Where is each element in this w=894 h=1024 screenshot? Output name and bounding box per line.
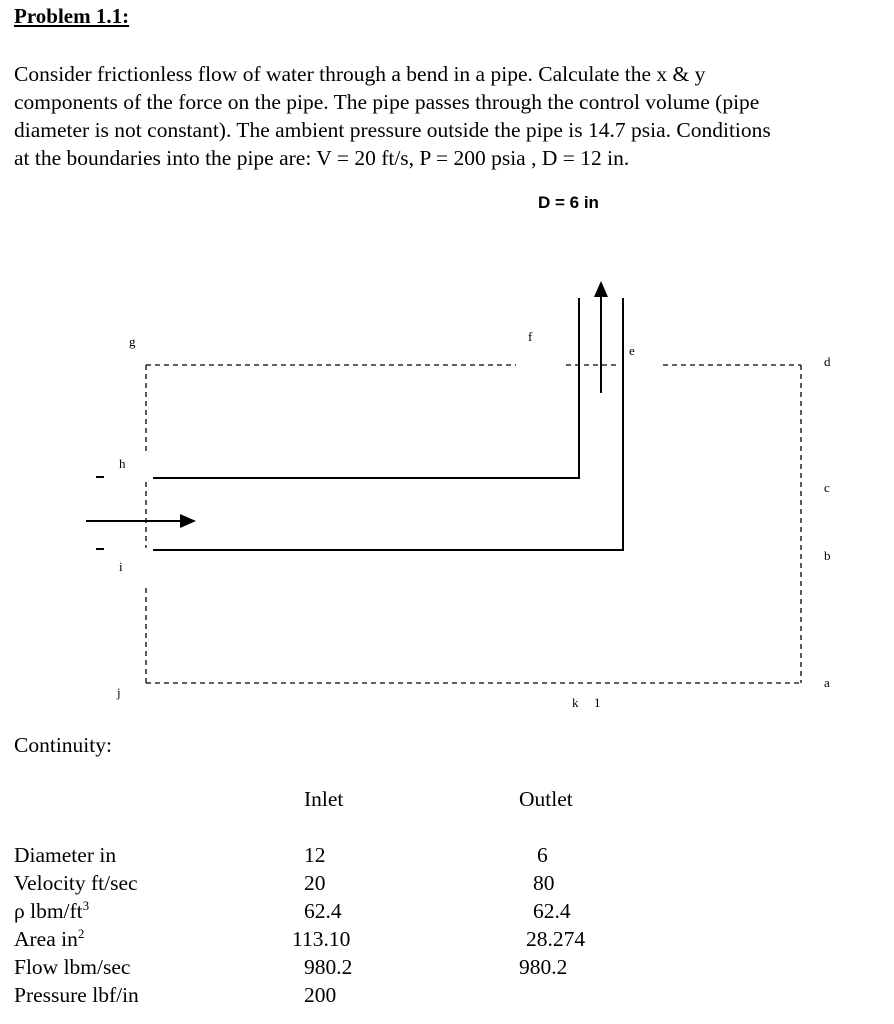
row-label-flow: Flow lbm/sec [14,955,131,979]
label-i: i [119,559,123,574]
problem-line: at the boundaries into the pipe are: V = 20 ft/s, P = 200 psia , D = 12 in. [14,146,630,170]
boundary-labels [116,329,831,710]
area-label-exponent: 2 [77,925,85,941]
density-label-exponent: 3 [82,897,90,913]
label-k: k [572,695,579,710]
row-label-diameter: Diameter in [14,843,117,867]
row-label-density [14,899,89,924]
outlet-flow: 980.2 [519,955,568,979]
problem-line: diameter is not constant). The ambient pressure outside the pipe is 14.7 psia. Conditions [14,118,771,142]
label-e: e [629,343,635,358]
row-label-area [14,927,84,952]
outlet-diameter: 6 [537,843,548,867]
control-volume-boundary [146,365,801,683]
label-c: c [824,480,830,495]
label-d: d [824,354,831,369]
outlet-column-header: Outlet [519,787,573,811]
outlet-velocity: 80 [533,871,555,895]
inlet-flow: 980.2 [304,955,353,979]
problem-line: components of the force on the pipe. The pipe passes through the control volume (pipe [14,90,760,114]
inlet-diameter: 12 [304,843,326,867]
label-l: 1 [594,695,601,710]
row-label-velocity: Velocity ft/sec [14,871,138,895]
problem-title: Problem 1.1: [14,4,130,28]
area-label-text: Area in [14,927,78,951]
continuity-heading: Continuity: [14,733,112,757]
outlet-flow-arrow [594,281,608,393]
inlet-density: 62.4 [304,899,342,923]
label-j: j [117,685,121,700]
label-b: b [824,548,831,563]
outlet-area: 28.274 [526,927,586,951]
inlet-velocity: 20 [304,871,326,895]
pipe-lower-wall [153,298,623,550]
row-label-pressure: Pressure lbf/in [14,983,139,1007]
inlet-column-header: Inlet [304,787,344,811]
label-h: h [119,456,126,471]
pipe-walls [153,298,623,550]
label-g: g [129,334,136,349]
density-label-text: ρ lbm/ft [14,899,83,923]
outlet-diameter-label: D = 6 in [538,193,599,212]
inlet-pressure: 200 [304,983,337,1007]
outlet-density: 62.4 [533,899,571,923]
label-f: f [528,329,533,344]
problem-line: Consider frictionless flow of water through a bend in a pipe. Calculate the x & y [14,62,706,86]
label-a: a [824,675,830,690]
inlet-edge-marks [96,477,104,549]
inlet-flow-arrow [86,514,196,528]
pipe-upper-wall [153,298,579,478]
inlet-area: 113.10 [292,927,351,951]
